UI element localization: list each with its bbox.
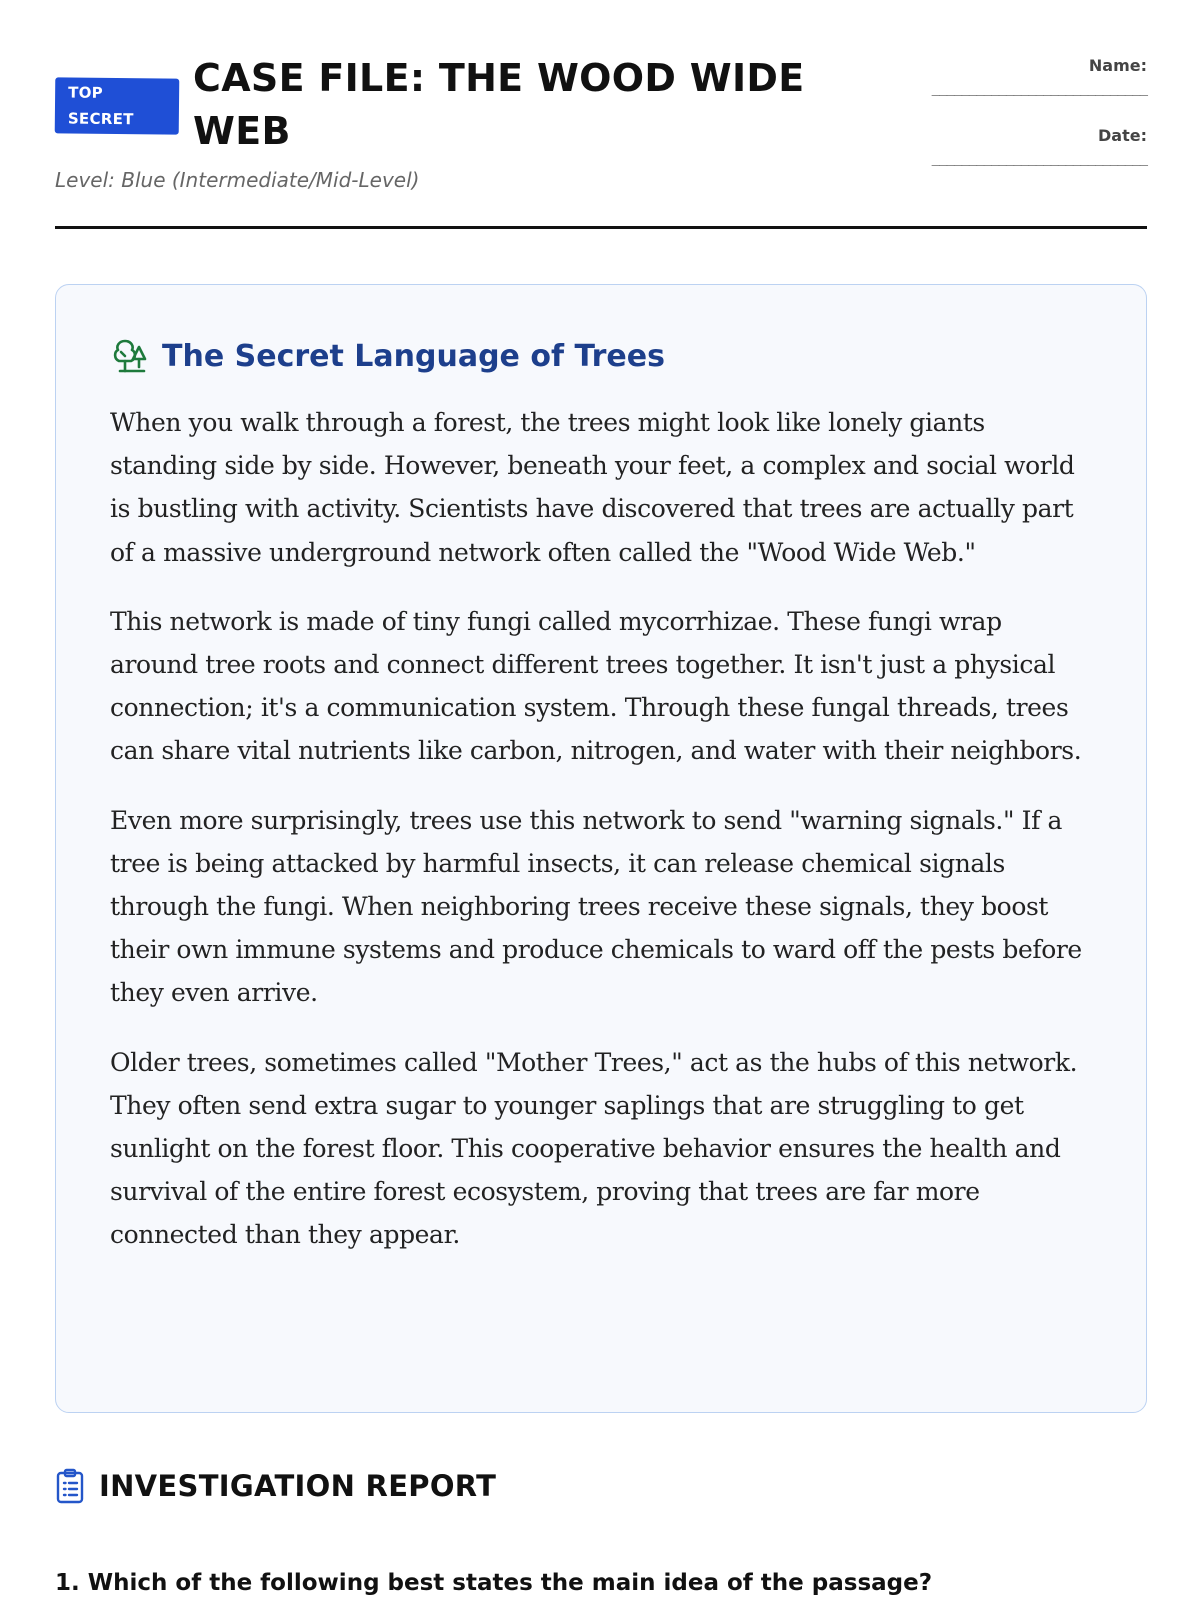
header-divider (55, 226, 1147, 229)
passage-heading (110, 337, 1096, 375)
reading-passage (55, 284, 1147, 1413)
top-secret-stamp (55, 77, 180, 134)
worksheet-page (55, 0, 1147, 1596)
page-title: CASE FILE: THE WOOD WIDE WEB (193, 56, 805, 153)
date-field-line[interactable]: _____________________________ (931, 150, 1147, 166)
date-label: Date: (1098, 126, 1147, 145)
passage-paragraph-3: Even more surprisingly, trees use this network to send "warning signals." If a tree is being attacked by harmful insects, it can release chemical signals through the fungi. When neighboring trees receive these signals, they boost their own immune systems and produce chemicals to ward off the pests before they even arrive. (110, 805, 1082, 1008)
passage-title: The Secret Language of Trees (162, 338, 665, 374)
passage-paragraph-4: Older trees, sometimes called "Mother Trees," act as the hubs of this network. They often send extra sugar to younger saplings that are struggling to get sunlight on the forest floor. This cooperative behavior ensures the health and survival of the entire forest ecosystem, proving that trees are far more connected than they appear. (110, 1047, 1078, 1250)
name-row (867, 56, 1147, 122)
stamp-line-2: SECRET (67, 109, 134, 129)
name-label: Name: (1088, 56, 1147, 75)
date-row (867, 126, 1147, 192)
report-title: INVESTIGATION REPORT (99, 1469, 497, 1503)
student-info (867, 52, 1147, 192)
passage-paragraph-1: When you walk through a forest, the trees might look like lonely giants standing side by side. However, beneath your feet, a complex and social world is bustling with activity. Scientists have discovered that trees are actually part of a massive underground network often called the "Wood Wide Web." (110, 408, 1075, 567)
stamp-line-1: TOP (68, 83, 104, 102)
passage-paragraph-2: This network is made of tiny fungi called mycorrhizae. These fungi wrap around tree roots and connect different trees together. It isn't just a physical connection; it's a communication system. Through these fungal threads, trees can share vital nutrients like carbon, nitrogen, and water with their neighbors. (110, 606, 1082, 766)
report-heading (55, 1468, 496, 1504)
worksheet-header (55, 0, 1147, 230)
name-field-line[interactable]: _____________________________ (931, 80, 1147, 96)
clipboard-icon (55, 1468, 85, 1504)
level-label: Level: Blue (Intermediate/Mid-Level) (55, 168, 420, 192)
tree-icon (110, 337, 148, 375)
question-1: 1. Which of the following best states the main idea of the passage? (55, 1570, 933, 1596)
